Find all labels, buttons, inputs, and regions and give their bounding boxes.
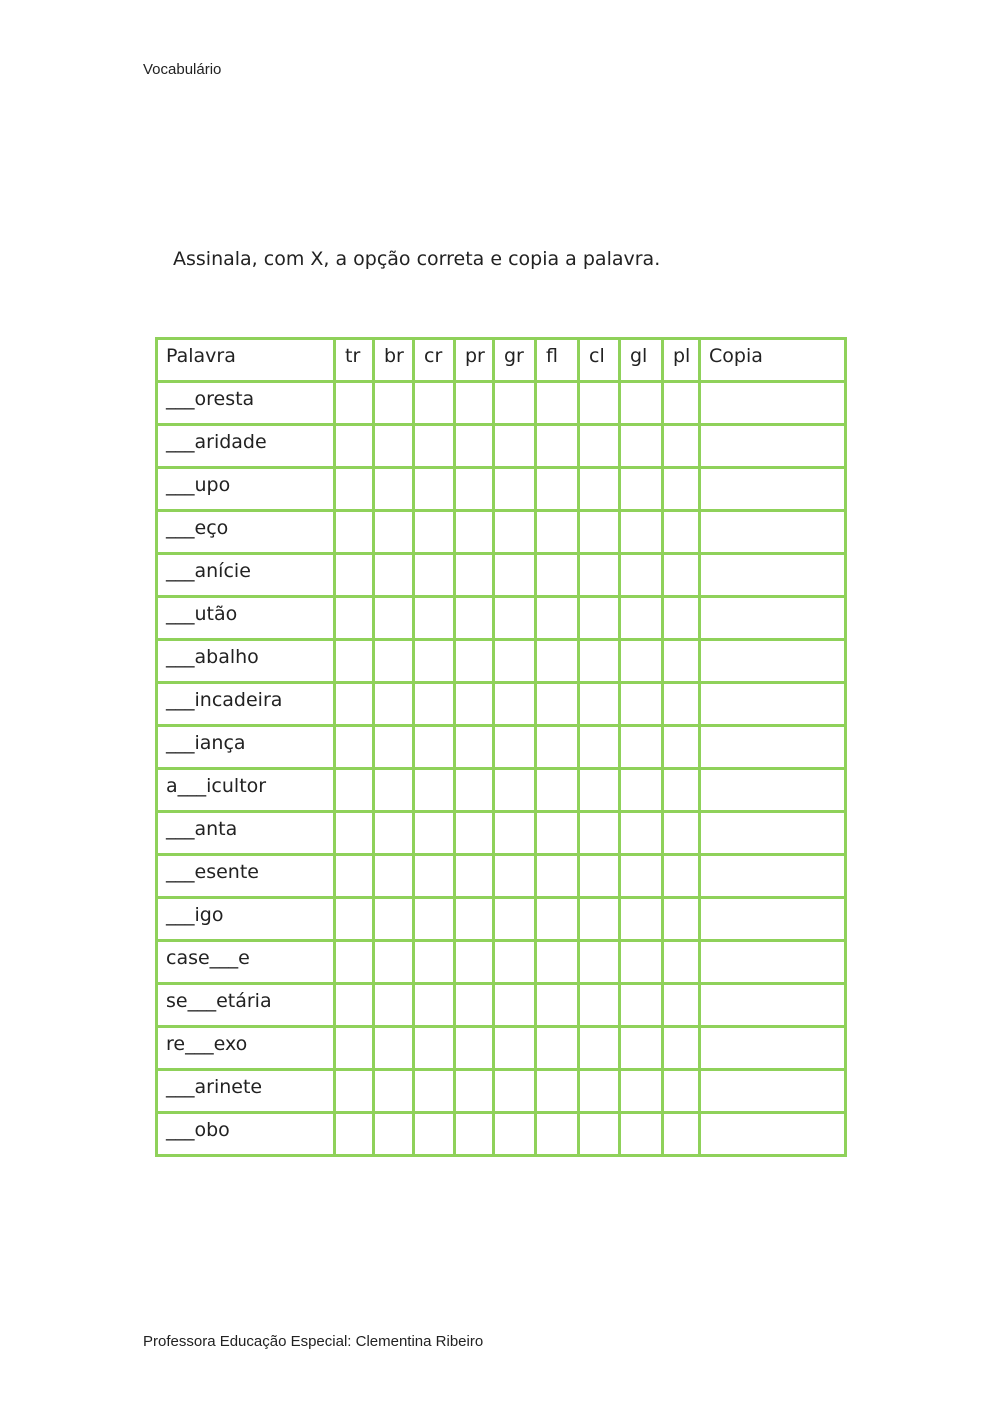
column-header-option-9: pl <box>663 339 700 382</box>
column-header-option-7: cl <box>579 339 620 382</box>
option-checkbox-cell[interactable] <box>374 1070 414 1113</box>
option-checkbox-cell[interactable] <box>374 382 414 425</box>
option-checkbox-cell[interactable] <box>335 855 374 898</box>
word-cell: ___aridade <box>157 425 335 468</box>
option-checkbox-cell[interactable] <box>663 941 700 984</box>
option-checkbox-cell[interactable] <box>536 425 579 468</box>
option-checkbox-cell[interactable] <box>663 1113 700 1156</box>
option-checkbox-cell[interactable] <box>579 511 620 554</box>
table-row <box>157 511 846 554</box>
option-checkbox-cell[interactable] <box>414 769 455 812</box>
option-checkbox-cell[interactable] <box>663 640 700 683</box>
option-checkbox-cell[interactable] <box>620 554 663 597</box>
option-checkbox-cell[interactable] <box>494 1027 536 1070</box>
option-checkbox-cell[interactable] <box>335 468 374 511</box>
word-cell: se___etária <box>157 984 335 1027</box>
option-checkbox-cell[interactable] <box>455 726 494 769</box>
option-checkbox-cell[interactable] <box>579 640 620 683</box>
option-checkbox-cell[interactable] <box>620 640 663 683</box>
option-checkbox-cell[interactable] <box>494 554 536 597</box>
column-header-option-1: tr <box>335 339 374 382</box>
copy-word-cell[interactable] <box>700 1113 846 1156</box>
option-checkbox-cell[interactable] <box>335 511 374 554</box>
copy-word-cell[interactable] <box>700 898 846 941</box>
table-row <box>157 769 846 812</box>
column-header-option-4: pr <box>455 339 494 382</box>
word-cell: ___arinete <box>157 1070 335 1113</box>
option-checkbox-cell[interactable] <box>455 812 494 855</box>
column-header-option-5: gr <box>494 339 536 382</box>
option-checkbox-cell[interactable] <box>455 554 494 597</box>
option-checkbox-cell[interactable] <box>494 898 536 941</box>
table-row <box>157 640 846 683</box>
option-checkbox-cell[interactable] <box>579 468 620 511</box>
option-checkbox-cell[interactable] <box>620 726 663 769</box>
word-cell: ___igo <box>157 898 335 941</box>
option-checkbox-cell[interactable] <box>455 382 494 425</box>
option-checkbox-cell[interactable] <box>494 941 536 984</box>
option-checkbox-cell[interactable] <box>579 898 620 941</box>
option-checkbox-cell[interactable] <box>620 898 663 941</box>
word-cell: ___upo <box>157 468 335 511</box>
table-row <box>157 726 846 769</box>
table-row <box>157 1027 846 1070</box>
option-checkbox-cell[interactable] <box>579 769 620 812</box>
table-row <box>157 468 846 511</box>
option-checkbox-cell[interactable] <box>374 898 414 941</box>
option-checkbox-cell[interactable] <box>663 1027 700 1070</box>
option-checkbox-cell[interactable] <box>663 425 700 468</box>
table-row <box>157 812 846 855</box>
option-checkbox-cell[interactable] <box>494 425 536 468</box>
option-checkbox-cell[interactable] <box>494 812 536 855</box>
option-checkbox-cell[interactable] <box>374 1113 414 1156</box>
copy-word-cell[interactable] <box>700 812 846 855</box>
option-checkbox-cell[interactable] <box>414 898 455 941</box>
column-header-option-2: br <box>374 339 414 382</box>
word-cell: ___utão <box>157 597 335 640</box>
option-checkbox-cell[interactable] <box>494 597 536 640</box>
copy-word-cell[interactable] <box>700 511 846 554</box>
option-checkbox-cell[interactable] <box>536 898 579 941</box>
option-checkbox-cell[interactable] <box>374 726 414 769</box>
option-checkbox-cell[interactable] <box>663 812 700 855</box>
option-checkbox-cell[interactable] <box>579 984 620 1027</box>
option-checkbox-cell[interactable] <box>494 1070 536 1113</box>
option-checkbox-cell[interactable] <box>414 597 455 640</box>
option-checkbox-cell[interactable] <box>414 1113 455 1156</box>
copy-word-cell[interactable] <box>700 941 846 984</box>
table-row <box>157 1113 846 1156</box>
option-checkbox-cell[interactable] <box>414 554 455 597</box>
option-checkbox-cell[interactable] <box>455 511 494 554</box>
option-checkbox-cell[interactable] <box>374 468 414 511</box>
option-checkbox-cell[interactable] <box>536 769 579 812</box>
column-header-palavra: Palavra <box>157 339 335 382</box>
copy-word-cell[interactable] <box>700 855 846 898</box>
option-checkbox-cell[interactable] <box>620 511 663 554</box>
option-checkbox-cell[interactable] <box>414 1070 455 1113</box>
column-header-option-6: fl <box>536 339 579 382</box>
copy-word-cell[interactable] <box>700 769 846 812</box>
option-checkbox-cell[interactable] <box>536 382 579 425</box>
option-checkbox-cell[interactable] <box>663 1070 700 1113</box>
table-row <box>157 683 846 726</box>
word-cell: re___exo <box>157 1027 335 1070</box>
option-checkbox-cell[interactable] <box>335 726 374 769</box>
option-checkbox-cell[interactable] <box>579 1027 620 1070</box>
option-checkbox-cell[interactable] <box>663 683 700 726</box>
word-cell: ___abalho <box>157 640 335 683</box>
option-checkbox-cell[interactable] <box>335 1027 374 1070</box>
word-cell: a___icultor <box>157 769 335 812</box>
word-cell: ___anície <box>157 554 335 597</box>
table-row <box>157 597 846 640</box>
column-header-option-3: cr <box>414 339 455 382</box>
table-row <box>157 554 846 597</box>
option-checkbox-cell[interactable] <box>579 554 620 597</box>
option-checkbox-cell[interactable] <box>414 855 455 898</box>
option-checkbox-cell[interactable] <box>414 425 455 468</box>
option-checkbox-cell[interactable] <box>620 425 663 468</box>
option-checkbox-cell[interactable] <box>663 468 700 511</box>
option-checkbox-cell[interactable] <box>536 855 579 898</box>
copy-word-cell[interactable] <box>700 554 846 597</box>
option-checkbox-cell[interactable] <box>494 726 536 769</box>
option-checkbox-cell[interactable] <box>335 1070 374 1113</box>
option-checkbox-cell[interactable] <box>536 511 579 554</box>
option-checkbox-cell[interactable] <box>335 941 374 984</box>
word-cell: ___oresta <box>157 382 335 425</box>
table-row <box>157 382 846 425</box>
column-header-copia: Copia <box>700 339 846 382</box>
word-cell: case___e <box>157 941 335 984</box>
option-checkbox-cell[interactable] <box>620 769 663 812</box>
option-checkbox-cell[interactable] <box>579 425 620 468</box>
table-row <box>157 855 846 898</box>
option-checkbox-cell[interactable] <box>335 898 374 941</box>
option-checkbox-cell[interactable] <box>414 941 455 984</box>
copy-word-cell[interactable] <box>700 984 846 1027</box>
option-checkbox-cell[interactable] <box>663 984 700 1027</box>
option-checkbox-cell[interactable] <box>536 554 579 597</box>
option-checkbox-cell[interactable] <box>620 855 663 898</box>
option-checkbox-cell[interactable] <box>335 640 374 683</box>
option-checkbox-cell[interactable] <box>494 769 536 812</box>
option-checkbox-cell[interactable] <box>663 382 700 425</box>
word-cell: ___incadeira <box>157 683 335 726</box>
option-checkbox-cell[interactable] <box>414 640 455 683</box>
option-checkbox-cell[interactable] <box>374 597 414 640</box>
option-checkbox-cell[interactable] <box>455 1113 494 1156</box>
option-checkbox-cell[interactable] <box>663 769 700 812</box>
option-checkbox-cell[interactable] <box>455 640 494 683</box>
header-row <box>157 339 846 382</box>
option-checkbox-cell[interactable] <box>414 1027 455 1070</box>
option-checkbox-cell[interactable] <box>494 855 536 898</box>
word-cell: ___iança <box>157 726 335 769</box>
option-checkbox-cell[interactable] <box>663 511 700 554</box>
copy-word-cell[interactable] <box>700 382 846 425</box>
copy-word-cell[interactable] <box>700 683 846 726</box>
option-checkbox-cell[interactable] <box>494 984 536 1027</box>
copy-word-cell[interactable] <box>700 597 846 640</box>
copy-word-cell[interactable] <box>700 1070 846 1113</box>
option-checkbox-cell[interactable] <box>579 726 620 769</box>
option-checkbox-cell[interactable] <box>455 855 494 898</box>
option-checkbox-cell[interactable] <box>579 812 620 855</box>
option-checkbox-cell[interactable] <box>620 468 663 511</box>
document-footer: Professora Educação Especial: Clementina Ribeiro <box>143 1333 484 1350</box>
option-checkbox-cell[interactable] <box>620 1070 663 1113</box>
option-checkbox-cell[interactable] <box>455 683 494 726</box>
option-checkbox-cell[interactable] <box>536 640 579 683</box>
option-checkbox-cell[interactable] <box>335 769 374 812</box>
option-checkbox-cell[interactable] <box>579 597 620 640</box>
column-header-option-8: gl <box>620 339 663 382</box>
option-checkbox-cell[interactable] <box>455 468 494 511</box>
option-checkbox-cell[interactable] <box>374 941 414 984</box>
option-checkbox-cell[interactable] <box>494 511 536 554</box>
document-header: Vocabulário <box>143 61 222 78</box>
copy-word-cell[interactable] <box>700 1027 846 1070</box>
option-checkbox-cell[interactable] <box>663 855 700 898</box>
option-checkbox-cell[interactable] <box>414 726 455 769</box>
option-checkbox-cell[interactable] <box>620 1027 663 1070</box>
option-checkbox-cell[interactable] <box>455 597 494 640</box>
option-checkbox-cell[interactable] <box>374 812 414 855</box>
worksheet-table <box>155 337 847 1157</box>
option-checkbox-cell[interactable] <box>414 382 455 425</box>
copy-word-cell[interactable] <box>700 425 846 468</box>
option-checkbox-cell[interactable] <box>620 812 663 855</box>
option-checkbox-cell[interactable] <box>374 769 414 812</box>
option-checkbox-cell[interactable] <box>455 898 494 941</box>
option-checkbox-cell[interactable] <box>579 1070 620 1113</box>
option-checkbox-cell[interactable] <box>536 726 579 769</box>
option-checkbox-cell[interactable] <box>374 984 414 1027</box>
instruction-text: Assinala, com X, a opção correta e copia a palavra. <box>173 248 661 270</box>
option-checkbox-cell[interactable] <box>620 941 663 984</box>
option-checkbox-cell[interactable] <box>414 984 455 1027</box>
option-checkbox-cell[interactable] <box>579 683 620 726</box>
option-checkbox-cell[interactable] <box>374 511 414 554</box>
option-checkbox-cell[interactable] <box>374 425 414 468</box>
option-checkbox-cell[interactable] <box>455 425 494 468</box>
option-checkbox-cell[interactable] <box>455 1070 494 1113</box>
option-checkbox-cell[interactable] <box>335 683 374 726</box>
option-checkbox-cell[interactable] <box>663 554 700 597</box>
option-checkbox-cell[interactable] <box>374 1027 414 1070</box>
option-checkbox-cell[interactable] <box>620 597 663 640</box>
option-checkbox-cell[interactable] <box>536 812 579 855</box>
option-checkbox-cell[interactable] <box>455 941 494 984</box>
option-checkbox-cell[interactable] <box>335 554 374 597</box>
option-checkbox-cell[interactable] <box>455 984 494 1027</box>
option-checkbox-cell[interactable] <box>455 1027 494 1070</box>
copy-word-cell[interactable] <box>700 468 846 511</box>
option-checkbox-cell[interactable] <box>335 812 374 855</box>
option-checkbox-cell[interactable] <box>374 683 414 726</box>
table-row <box>157 941 846 984</box>
option-checkbox-cell[interactable] <box>536 984 579 1027</box>
option-checkbox-cell[interactable] <box>494 382 536 425</box>
option-checkbox-cell[interactable] <box>579 855 620 898</box>
option-checkbox-cell[interactable] <box>414 683 455 726</box>
option-checkbox-cell[interactable] <box>335 382 374 425</box>
option-checkbox-cell[interactable] <box>494 640 536 683</box>
option-checkbox-cell[interactable] <box>335 1113 374 1156</box>
table-row <box>157 425 846 468</box>
option-checkbox-cell[interactable] <box>374 554 414 597</box>
option-checkbox-cell[interactable] <box>663 898 700 941</box>
option-checkbox-cell[interactable] <box>414 812 455 855</box>
option-checkbox-cell[interactable] <box>620 382 663 425</box>
option-checkbox-cell[interactable] <box>620 984 663 1027</box>
option-checkbox-cell[interactable] <box>579 1113 620 1156</box>
word-cell: ___eço <box>157 511 335 554</box>
option-checkbox-cell[interactable] <box>620 683 663 726</box>
option-checkbox-cell[interactable] <box>494 1113 536 1156</box>
option-checkbox-cell[interactable] <box>374 640 414 683</box>
word-cell: ___esente <box>157 855 335 898</box>
option-checkbox-cell[interactable] <box>536 1070 579 1113</box>
word-cell: ___obo <box>157 1113 335 1156</box>
option-checkbox-cell[interactable] <box>335 597 374 640</box>
option-checkbox-cell[interactable] <box>335 425 374 468</box>
table-row <box>157 898 846 941</box>
copy-word-cell[interactable] <box>700 640 846 683</box>
option-checkbox-cell[interactable] <box>536 941 579 984</box>
copy-word-cell[interactable] <box>700 726 846 769</box>
option-checkbox-cell[interactable] <box>663 726 700 769</box>
option-checkbox-cell[interactable] <box>335 984 374 1027</box>
option-checkbox-cell[interactable] <box>579 382 620 425</box>
option-checkbox-cell[interactable] <box>536 683 579 726</box>
word-cell: ___anta <box>157 812 335 855</box>
option-checkbox-cell[interactable] <box>414 511 455 554</box>
option-checkbox-cell[interactable] <box>494 683 536 726</box>
option-checkbox-cell[interactable] <box>455 769 494 812</box>
table-row <box>157 1070 846 1113</box>
option-checkbox-cell[interactable] <box>620 1113 663 1156</box>
option-checkbox-cell[interactable] <box>579 941 620 984</box>
option-checkbox-cell[interactable] <box>536 468 579 511</box>
table-row <box>157 984 846 1027</box>
option-checkbox-cell[interactable] <box>536 597 579 640</box>
option-checkbox-cell[interactable] <box>494 468 536 511</box>
option-checkbox-cell[interactable] <box>536 1113 579 1156</box>
option-checkbox-cell[interactable] <box>374 855 414 898</box>
option-checkbox-cell[interactable] <box>536 1027 579 1070</box>
option-checkbox-cell[interactable] <box>663 597 700 640</box>
option-checkbox-cell[interactable] <box>414 468 455 511</box>
